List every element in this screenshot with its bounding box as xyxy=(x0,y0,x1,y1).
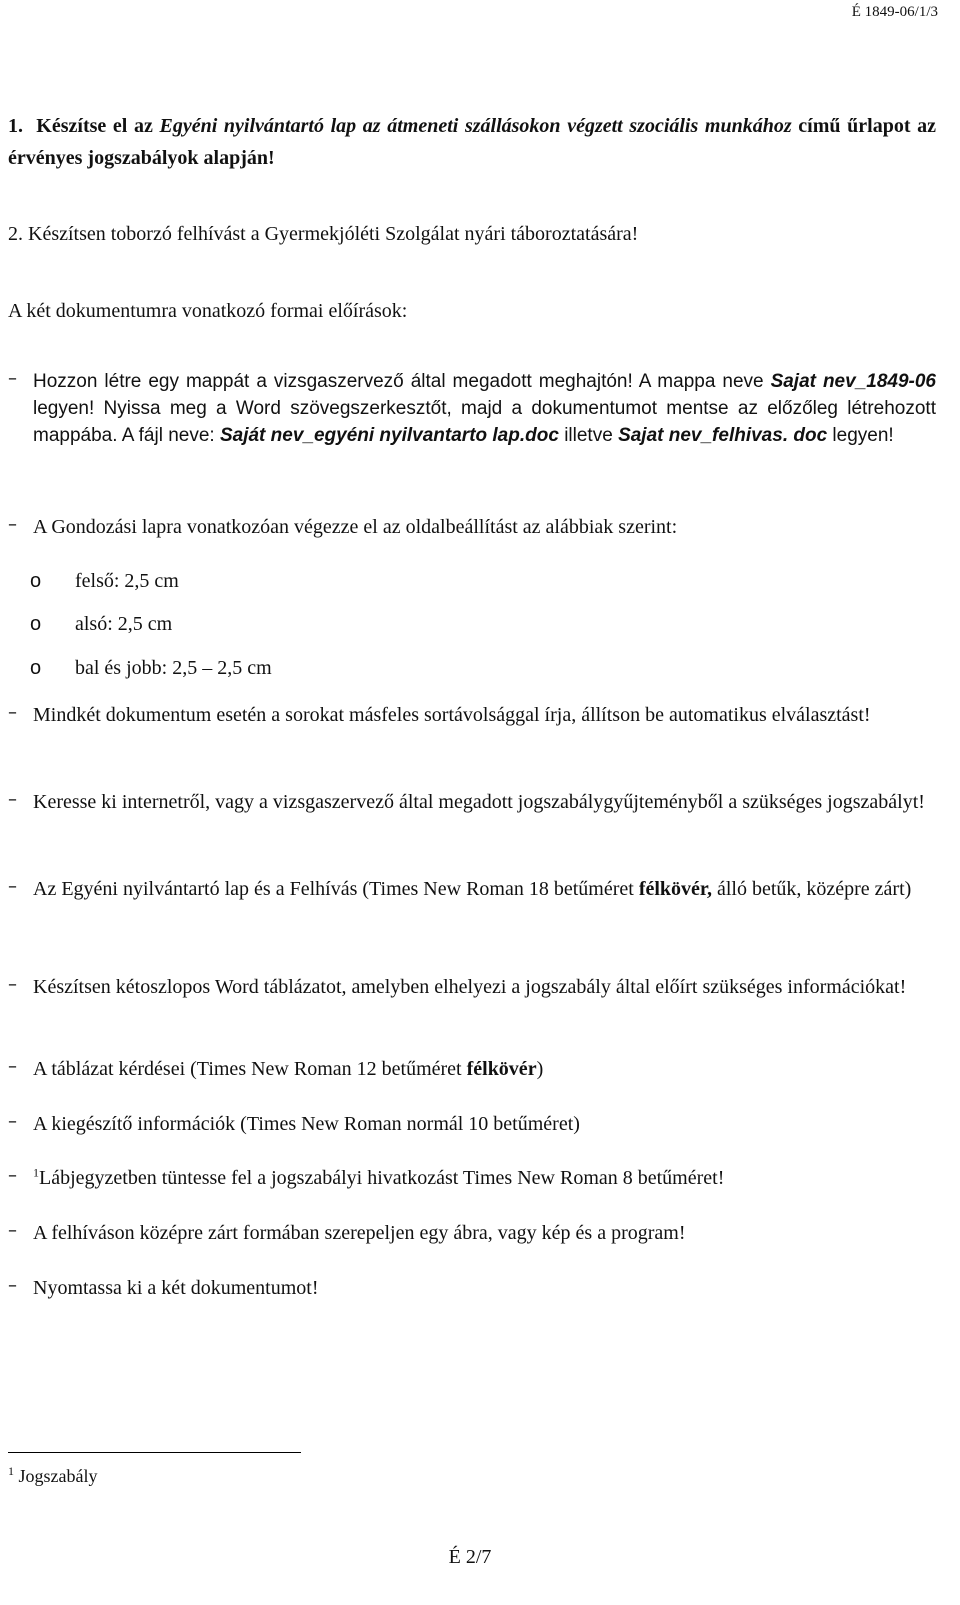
bullet-4-text: Keresse ki internetről, vagy a vizsgaszervező által megadott jogszabálygyűjteményből a szükséges jogszabályt! xyxy=(33,791,925,813)
footnote-number: 1 xyxy=(8,1464,14,1478)
circle-marker: o xyxy=(30,613,42,635)
bullet-1-text-c: legyen! Nyissa meg a Word szövegszerkesztőt, majd a dokumentumot mentse az előzőleg létrehozott mappába. A fájl neve: xyxy=(33,398,936,446)
task-2 xyxy=(8,218,936,250)
bullet-3-text: Mindkét dokumentum esetén a sorokat másfeles sortávolsággal írja, állítson be automatikus elválasztást! xyxy=(33,704,871,726)
bullet-1-text-a: Hozzon létre egy mappát a vizsgaszervező által megadott meghajtón! A mappa neve xyxy=(33,371,771,392)
bullet-9-text: Lábjegyzetben tüntesse fel a jogszabályi hivatkozást Times New Roman 8 betűméret! xyxy=(39,1167,725,1189)
dash-marker: – xyxy=(8,514,17,535)
bullet-7-text-c: ) xyxy=(536,1058,544,1080)
folder-name: Sajat nev_1849-06 xyxy=(770,371,936,392)
bullet-5-text-a: Az Egyéni nyilvántartó lap és a Felhívás (Times New Roman 18 betűméret xyxy=(33,878,639,900)
bullet-6-text: Készítsen kétoszlopos Word táblázatot, amelyben elhelyezi a jogszabály által előírt szükséges információkat! xyxy=(33,976,907,998)
dash-marker: – xyxy=(8,702,17,723)
file-name-2: Sajat nev_felhivas. doc xyxy=(618,425,828,446)
bullet-2-text: A Gondozási lapra vonatkozóan végezze el az oldalbeállítást az alábbiak szerint: xyxy=(33,516,678,538)
task-1-outro: című űrlapot az érvényes jogszabályok alapján! xyxy=(8,115,936,169)
dash-marker: – xyxy=(8,974,17,995)
bullet-10-text: A felhíváson középre zárt formában szerepeljen egy ábra, vagy kép és a program! xyxy=(33,1222,686,1244)
bullet-5-text-c: álló betűk, középre zárt) xyxy=(711,878,912,900)
dash-marker: – xyxy=(8,789,17,810)
sub-item-text: alsó: 2,5 cm xyxy=(75,613,173,635)
dash-marker: – xyxy=(8,1111,17,1132)
section-heading: A két dokumentumra vonatkozó formai előírások: xyxy=(8,300,408,322)
footnote-text: Jogszabály xyxy=(14,1466,98,1486)
task-1 xyxy=(8,110,936,174)
dash-marker: – xyxy=(8,1165,17,1186)
footnote-marker: 1 xyxy=(33,1165,39,1180)
file-name-1: Saját nev_egyéni nyilvantarto lap.doc xyxy=(219,425,559,446)
dash-marker: – xyxy=(8,1056,17,1077)
task-1-intro: Készítse el az xyxy=(36,115,160,137)
task-2-text: 2. Készítsen toborzó felhívást a Gyermekjóléti Szolgálat nyári táboroztatására! xyxy=(8,223,639,245)
page-number: É 2/7 xyxy=(448,1546,492,1568)
sub-item-text: felső: 2,5 cm xyxy=(75,570,179,592)
footnote-divider xyxy=(8,1452,301,1453)
bullet-7-text-a: A táblázat kérdései (Times New Roman 12 betűméret xyxy=(33,1058,467,1080)
sub-item-text: bal és jobb: 2,5 – 2,5 cm xyxy=(75,657,272,679)
bullet-1-text-g: legyen! xyxy=(827,425,894,446)
dash-marker: – xyxy=(8,368,17,389)
footnote xyxy=(8,1466,97,1487)
bullet-11-text: Nyomtassa ki a két dokumentumot! xyxy=(33,1277,319,1299)
circle-marker: o xyxy=(30,570,42,592)
bullet-1-text-e: illetve xyxy=(558,425,619,446)
bullet-8-text: A kiegészítő információk (Times New Roman normál 10 betűméret) xyxy=(33,1113,580,1135)
task-1-number: 1. xyxy=(8,115,23,137)
bullet-5-bold: félkövér, xyxy=(638,878,712,900)
task-1-form-title: Egyéni nyilvántartó lap az átmeneti szállásokon végzett szociális munkához xyxy=(159,115,792,137)
circle-marker: o xyxy=(30,657,42,679)
dash-marker: – xyxy=(8,876,17,897)
bullet-7-bold: félkövér xyxy=(466,1058,537,1080)
dash-marker: – xyxy=(8,1275,17,1296)
dash-marker: – xyxy=(8,1220,17,1241)
document-code: É 1849-06/1/3 xyxy=(851,4,938,20)
